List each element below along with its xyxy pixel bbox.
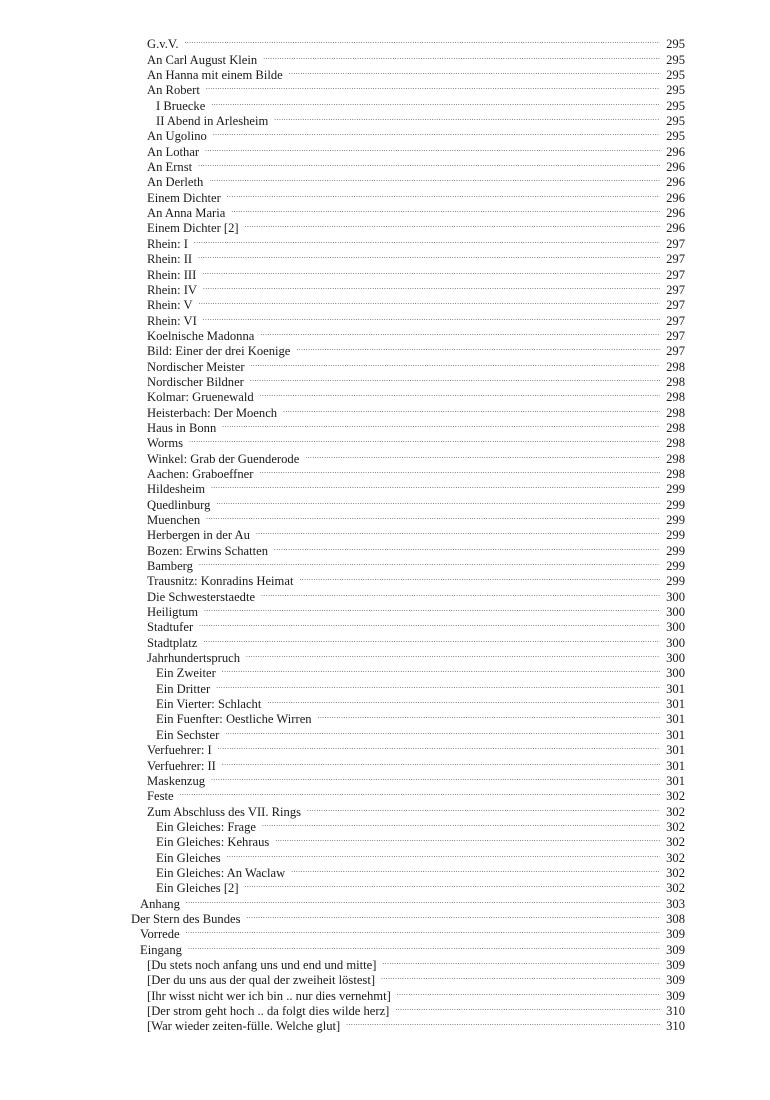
toc-entry[interactable]	[0, 478, 770, 497]
toc-entry-title: Anhang	[140, 896, 180, 911]
toc-entry[interactable]	[0, 279, 770, 297]
toc-entry-page-number: 301	[666, 743, 685, 758]
dot-leader	[227, 846, 660, 861]
toc-entry-page-number: 298	[666, 405, 685, 420]
toc-entry-title: An Lothar	[147, 144, 200, 159]
toc-entry-title: Hildesheim	[147, 482, 206, 497]
toc-entry[interactable]	[0, 984, 770, 1003]
dot-leader	[180, 785, 660, 800]
dot-leader	[213, 125, 660, 140]
toc-entry-page-number: 300	[666, 651, 685, 666]
toc-entry[interactable]	[0, 325, 770, 343]
toc-entry[interactable]	[0, 309, 770, 328]
dot-leader	[251, 355, 660, 370]
toc-entry-title: Herbergen in der Au	[147, 528, 250, 543]
toc-entry[interactable]	[0, 662, 770, 681]
toc-entry[interactable]	[0, 800, 770, 819]
toc-entry-page-number: 300	[666, 635, 685, 650]
toc-entry-page-number: 300	[666, 666, 685, 681]
toc-entry-title: Ein Gleiches: Frage	[156, 819, 257, 834]
toc-entry-title: Winkel: Grab der Guenderode	[147, 451, 300, 466]
toc-entry-title: Trausnitz: Konradins Heimat	[147, 574, 294, 589]
dot-leader	[222, 417, 660, 432]
toc-entry-page-number: 302	[666, 881, 685, 896]
dot-leader	[203, 279, 660, 294]
toc-entry-title: Ein Sechster	[156, 727, 220, 742]
toc-entry[interactable]	[0, 616, 770, 635]
toc-entry-title: An Robert	[147, 83, 200, 98]
dot-leader	[206, 79, 660, 94]
toc-entry[interactable]	[0, 94, 770, 113]
dot-leader	[211, 770, 660, 785]
toc-entry[interactable]	[0, 263, 770, 282]
toc-entry-title: Worms	[147, 436, 184, 451]
dot-leader	[222, 754, 660, 769]
dot-leader	[202, 263, 660, 278]
toc-entry-title: Eingang	[140, 942, 182, 957]
toc-entry-title: Der Stern des Bundes	[131, 911, 241, 926]
toc-entry-page-number: 299	[666, 513, 685, 527]
toc-entry-page-number: 296	[666, 144, 685, 159]
toc-entry[interactable]	[0, 846, 770, 865]
toc-entry-page-number: 297	[666, 252, 685, 267]
dot-leader	[186, 892, 660, 907]
toc-entry-page-number: 300	[666, 605, 685, 620]
toc-entry[interactable]	[0, 969, 770, 988]
toc-entry-page-number: 298	[666, 390, 685, 405]
dot-leader	[199, 555, 660, 570]
toc-entry-title: An Ugolino	[147, 129, 207, 144]
toc-entry-title: Ein Gleiches: An Waclaw	[156, 865, 286, 880]
dot-leader	[211, 478, 660, 493]
toc-entry[interactable]	[0, 831, 770, 850]
toc-entry-page-number: 296	[666, 221, 685, 236]
toc-entry-title: Zum Abschluss des VII. Rings	[147, 804, 302, 819]
dot-leader	[225, 723, 660, 738]
toc-entry-page-number: 298	[666, 436, 685, 451]
toc-entry-title: Heisterbach: Der Moench	[147, 405, 278, 420]
toc-entry-title: Muenchen	[147, 513, 201, 527]
toc-entry[interactable]	[0, 294, 770, 313]
toc-entry[interactable]	[0, 186, 770, 205]
dot-leader	[259, 463, 660, 478]
dot-leader	[274, 110, 660, 125]
dot-leader	[186, 923, 660, 938]
toc-entry-title: Maskenzug	[147, 773, 206, 788]
dot-leader	[267, 693, 660, 708]
toc-entry-title: Rhein: V	[147, 298, 193, 313]
toc-entry[interactable]	[0, 555, 770, 574]
dot-leader	[305, 447, 660, 462]
toc-entry-title: Vorrede	[140, 927, 180, 942]
toc-entry-title: Jahrhundertspruch	[147, 651, 241, 666]
toc-entry[interactable]	[0, 708, 770, 727]
toc-entry-page-number: 302	[666, 804, 685, 819]
dot-leader	[382, 954, 660, 969]
dot-leader	[395, 1000, 660, 1015]
toc-entry-page-number: 297	[666, 282, 685, 297]
toc-entry-page-number: 295	[666, 52, 685, 67]
toc-entry[interactable]	[0, 140, 770, 159]
toc-entry-page-number: 309	[666, 973, 685, 988]
toc-entry-page-number: 302	[666, 865, 685, 880]
toc-entry-page-number: 297	[666, 298, 685, 313]
toc-entry[interactable]	[0, 693, 770, 712]
toc-entry-title: Feste	[147, 789, 174, 804]
toc-entry[interactable]	[0, 647, 770, 666]
toc-entry-page-number: 302	[666, 819, 685, 834]
toc-entry-page-number: 298	[666, 466, 685, 481]
toc-entry-title: Bild: Einer der drei Koenige	[147, 344, 291, 359]
toc-entry-title: Die Schwesterstaedte	[147, 589, 256, 604]
toc-entry-page-number: 298	[666, 451, 685, 466]
toc-entry-page-number: 296	[666, 160, 685, 175]
toc-entry[interactable]	[0, 371, 770, 389]
toc-entry[interactable]	[0, 463, 770, 481]
dot-leader	[203, 309, 660, 324]
toc-entry[interactable]	[0, 862, 770, 880]
dot-leader	[256, 524, 660, 539]
dot-leader	[246, 647, 660, 662]
toc-entry[interactable]	[0, 125, 770, 144]
toc-entry-page-number: 295	[666, 129, 685, 144]
toc-entry-page-number: 302	[666, 850, 685, 865]
toc-entry-title: [Der du uns aus der qual der zweiheit löstest]	[147, 973, 376, 988]
toc-entry-page-number: 301	[666, 758, 685, 773]
toc-entry[interactable]	[0, 954, 770, 972]
toc-entry-page-number: 310	[666, 1004, 685, 1018]
toc-entry[interactable]	[0, 601, 770, 620]
dot-leader	[198, 248, 660, 263]
toc-entry-page-number: 297	[666, 344, 685, 359]
toc-entry-title: Kolmar: Gruenewald	[147, 390, 254, 405]
toc-entry-page-number: 297	[666, 328, 685, 343]
dot-leader	[261, 585, 660, 600]
toc-entry[interactable]	[0, 156, 770, 175]
toc-entry-title: Bamberg	[147, 559, 193, 574]
toc-entry-page-number: 301	[666, 681, 685, 696]
toc-entry-page-number: 299	[666, 497, 685, 512]
dot-leader	[318, 708, 660, 723]
toc-entry[interactable]	[0, 892, 770, 911]
toc-entry-title: [Der strom geht hoch .. da folgt dies wilde herz]	[147, 1004, 390, 1018]
dot-leader	[199, 294, 660, 309]
toc-entry[interactable]	[0, 64, 770, 83]
toc-entry-title: Verfuehrer: II	[147, 758, 216, 773]
toc-entry-page-number: 308	[666, 911, 685, 926]
toc-entry-title: An Carl August Klein	[147, 52, 258, 67]
toc-entry-title: G.v.V.	[147, 37, 179, 52]
toc-entry-title: [Du stets noch anfang uns und end und mitte]	[147, 957, 377, 972]
toc-entry-title: I Bruecke	[156, 98, 206, 113]
toc-entry-title: Nordischer Bildner	[147, 374, 244, 389]
dot-leader	[299, 570, 660, 585]
toc-entry[interactable]	[0, 723, 770, 742]
toc-entry-page-number: 301	[666, 712, 685, 727]
toc-entry[interactable]	[0, 938, 770, 957]
dot-leader	[262, 816, 660, 831]
toc-entry-page-number: 295	[666, 37, 685, 52]
table-of-contents	[0, 33, 770, 1034]
toc-entry[interactable]	[0, 1015, 770, 1034]
dot-leader	[260, 325, 660, 340]
dot-leader	[222, 662, 660, 677]
toc-entry-title: Einem Dichter [2]	[147, 221, 239, 236]
toc-entry[interactable]	[0, 539, 770, 558]
toc-entry-title: Rhein: I	[147, 236, 188, 251]
toc-entry[interactable]	[0, 248, 770, 267]
dot-leader	[296, 340, 660, 355]
dot-leader	[245, 217, 660, 232]
toc-entry-title: Bozen: Erwins Schatten	[147, 543, 269, 558]
toc-entry-title: Verfuehrer: I	[147, 743, 212, 758]
dot-leader	[189, 432, 660, 447]
toc-entry-page-number: 309	[666, 942, 685, 957]
dot-leader	[199, 616, 660, 631]
toc-entry[interactable]	[0, 754, 770, 773]
dot-leader	[209, 171, 660, 186]
toc-entry-page-number: 296	[666, 190, 685, 205]
toc-entry-page-number: 299	[666, 559, 685, 574]
toc-entry[interactable]	[0, 48, 770, 67]
toc-entry[interactable]	[0, 739, 770, 758]
toc-entry[interactable]	[0, 923, 770, 942]
dot-leader	[188, 938, 660, 953]
toc-entry-page-number: 298	[666, 359, 685, 374]
dot-leader	[216, 493, 660, 508]
toc-entry-title: Stadtplatz	[147, 635, 198, 650]
toc-entry[interactable]	[0, 677, 770, 696]
dot-leader	[289, 64, 660, 79]
toc-entry-title: Ein Gleiches: Kehraus	[156, 835, 270, 850]
toc-entry-title: [War wieder zeiten-fülle. Welche glut]	[147, 1019, 341, 1034]
toc-entry-title: Ein Gleiches [2]	[156, 881, 239, 896]
dot-leader	[194, 232, 660, 247]
dot-leader	[381, 969, 660, 984]
toc-entry[interactable]	[0, 417, 770, 435]
toc-entry[interactable]	[0, 509, 770, 527]
toc-entry[interactable]	[0, 401, 770, 420]
toc-entry-page-number: 295	[666, 68, 685, 83]
toc-entry[interactable]	[0, 33, 770, 52]
toc-entry-title: Ein Dritter	[156, 681, 211, 696]
toc-entry[interactable]	[0, 524, 770, 543]
dot-leader	[185, 33, 661, 48]
dot-leader	[211, 94, 660, 109]
dot-leader	[263, 48, 660, 63]
toc-entry[interactable]	[0, 1000, 770, 1018]
toc-entry-title: An Derleth	[147, 175, 204, 190]
dot-leader	[260, 386, 660, 401]
dot-leader	[283, 401, 660, 416]
toc-entry[interactable]	[0, 785, 770, 804]
toc-entry[interactable]	[0, 493, 770, 512]
toc-entry[interactable]	[0, 217, 770, 236]
toc-entry-title: An Hanna mit einem Bilde	[147, 68, 283, 83]
dot-leader	[307, 800, 660, 815]
toc-entry-title: Ein Gleiches	[156, 850, 221, 865]
toc-entry[interactable]	[0, 110, 770, 129]
toc-entry-page-number: 299	[666, 482, 685, 497]
toc-entry[interactable]	[0, 355, 770, 374]
dot-leader	[346, 1015, 660, 1030]
toc-entry-title: Haus in Bonn	[147, 420, 217, 435]
toc-entry-title: Rhein: III	[147, 267, 197, 282]
toc-entry-title: Rhein: IV	[147, 282, 198, 297]
dot-leader	[218, 739, 660, 754]
dot-leader	[205, 140, 660, 155]
toc-entry-title: Quedlinburg	[147, 497, 211, 512]
toc-entry-page-number: 298	[666, 374, 685, 389]
toc-entry-page-number: 297	[666, 236, 685, 251]
toc-entry-page-number: 309	[666, 927, 685, 942]
dot-leader	[216, 677, 660, 692]
toc-entry-page-number: 301	[666, 727, 685, 742]
toc-entry[interactable]	[0, 570, 770, 589]
toc-entry-page-number: 302	[666, 789, 685, 804]
dot-leader	[397, 984, 660, 999]
toc-entry-page-number: 295	[666, 114, 685, 129]
toc-entry-page-number: 295	[666, 83, 685, 98]
toc-entry-title: An Anna Maria	[147, 206, 226, 221]
dot-leader	[250, 371, 660, 386]
toc-entry[interactable]	[0, 340, 770, 359]
toc-entry-title: [Ihr wisst nicht wer ich bin .. nur dies vernehmt]	[147, 988, 391, 1003]
toc-entry-page-number: 297	[666, 267, 685, 282]
toc-entry-title: Nordischer Meister	[147, 359, 245, 374]
dot-leader	[231, 202, 660, 217]
toc-entry-page-number: 299	[666, 543, 685, 558]
toc-entry[interactable]	[0, 386, 770, 405]
toc-entry-title: II Abend in Arlesheim	[156, 114, 269, 129]
dot-leader	[198, 156, 660, 171]
dot-leader	[203, 631, 660, 646]
toc-entry-title: Ein Zweiter	[156, 666, 216, 681]
toc-entry[interactable]	[0, 79, 770, 98]
toc-entry-page-number: 301	[666, 697, 685, 712]
toc-entry[interactable]	[0, 585, 770, 604]
toc-entry[interactable]	[0, 447, 770, 466]
toc-entry-page-number: 299	[666, 528, 685, 543]
toc-entry[interactable]	[0, 908, 770, 926]
toc-entry-title: Rhein: VI	[147, 313, 197, 328]
toc-entry-page-number: 301	[666, 773, 685, 788]
toc-entry-page-number: 297	[666, 313, 685, 328]
dot-leader	[245, 877, 660, 892]
toc-entry-page-number: 295	[666, 98, 685, 113]
toc-entry-page-number: 302	[666, 835, 685, 850]
toc-entry-page-number: 296	[666, 206, 685, 221]
toc-entry-page-number: 299	[666, 574, 685, 589]
toc-entry-page-number: 298	[666, 420, 685, 435]
dot-leader	[291, 862, 660, 877]
toc-entry-title: Stadtufer	[147, 620, 194, 635]
dot-leader	[274, 539, 660, 554]
toc-entry[interactable]	[0, 631, 770, 650]
toc-entry-title: An Ernst	[147, 160, 193, 175]
toc-entry[interactable]	[0, 432, 770, 451]
dot-leader	[275, 831, 660, 846]
toc-entry-page-number: 309	[666, 988, 685, 1003]
toc-entry-page-number: 303	[666, 896, 685, 911]
toc-entry-title: Aachen: Graboeffner	[147, 466, 254, 481]
dot-leader	[204, 601, 660, 616]
toc-entry-page-number: 300	[666, 589, 685, 604]
toc-entry-title: Einem Dichter	[147, 190, 221, 205]
toc-entry-title: Koelnische Madonna	[147, 328, 255, 343]
toc-entry-page-number: 310	[666, 1019, 685, 1034]
toc-entry[interactable]	[0, 770, 770, 788]
toc-entry-title: Rhein: II	[147, 252, 193, 267]
dot-leader	[206, 509, 660, 524]
toc-entry[interactable]	[0, 171, 770, 190]
toc-entry-page-number: 296	[666, 175, 685, 190]
toc-entry-title: Ein Fuenfter: Oestliche Wirren	[156, 712, 312, 727]
toc-entry-title: Ein Vierter: Schlacht	[156, 697, 262, 712]
dot-leader	[227, 186, 660, 201]
toc-entry-page-number: 300	[666, 620, 685, 635]
dot-leader	[246, 908, 660, 923]
toc-entry-title: Heiligtum	[147, 605, 199, 620]
toc-entry[interactable]	[0, 877, 770, 896]
toc-entry[interactable]	[0, 202, 770, 221]
toc-entry-page-number: 309	[666, 957, 685, 972]
toc-entry[interactable]	[0, 816, 770, 834]
toc-entry[interactable]	[0, 232, 770, 251]
